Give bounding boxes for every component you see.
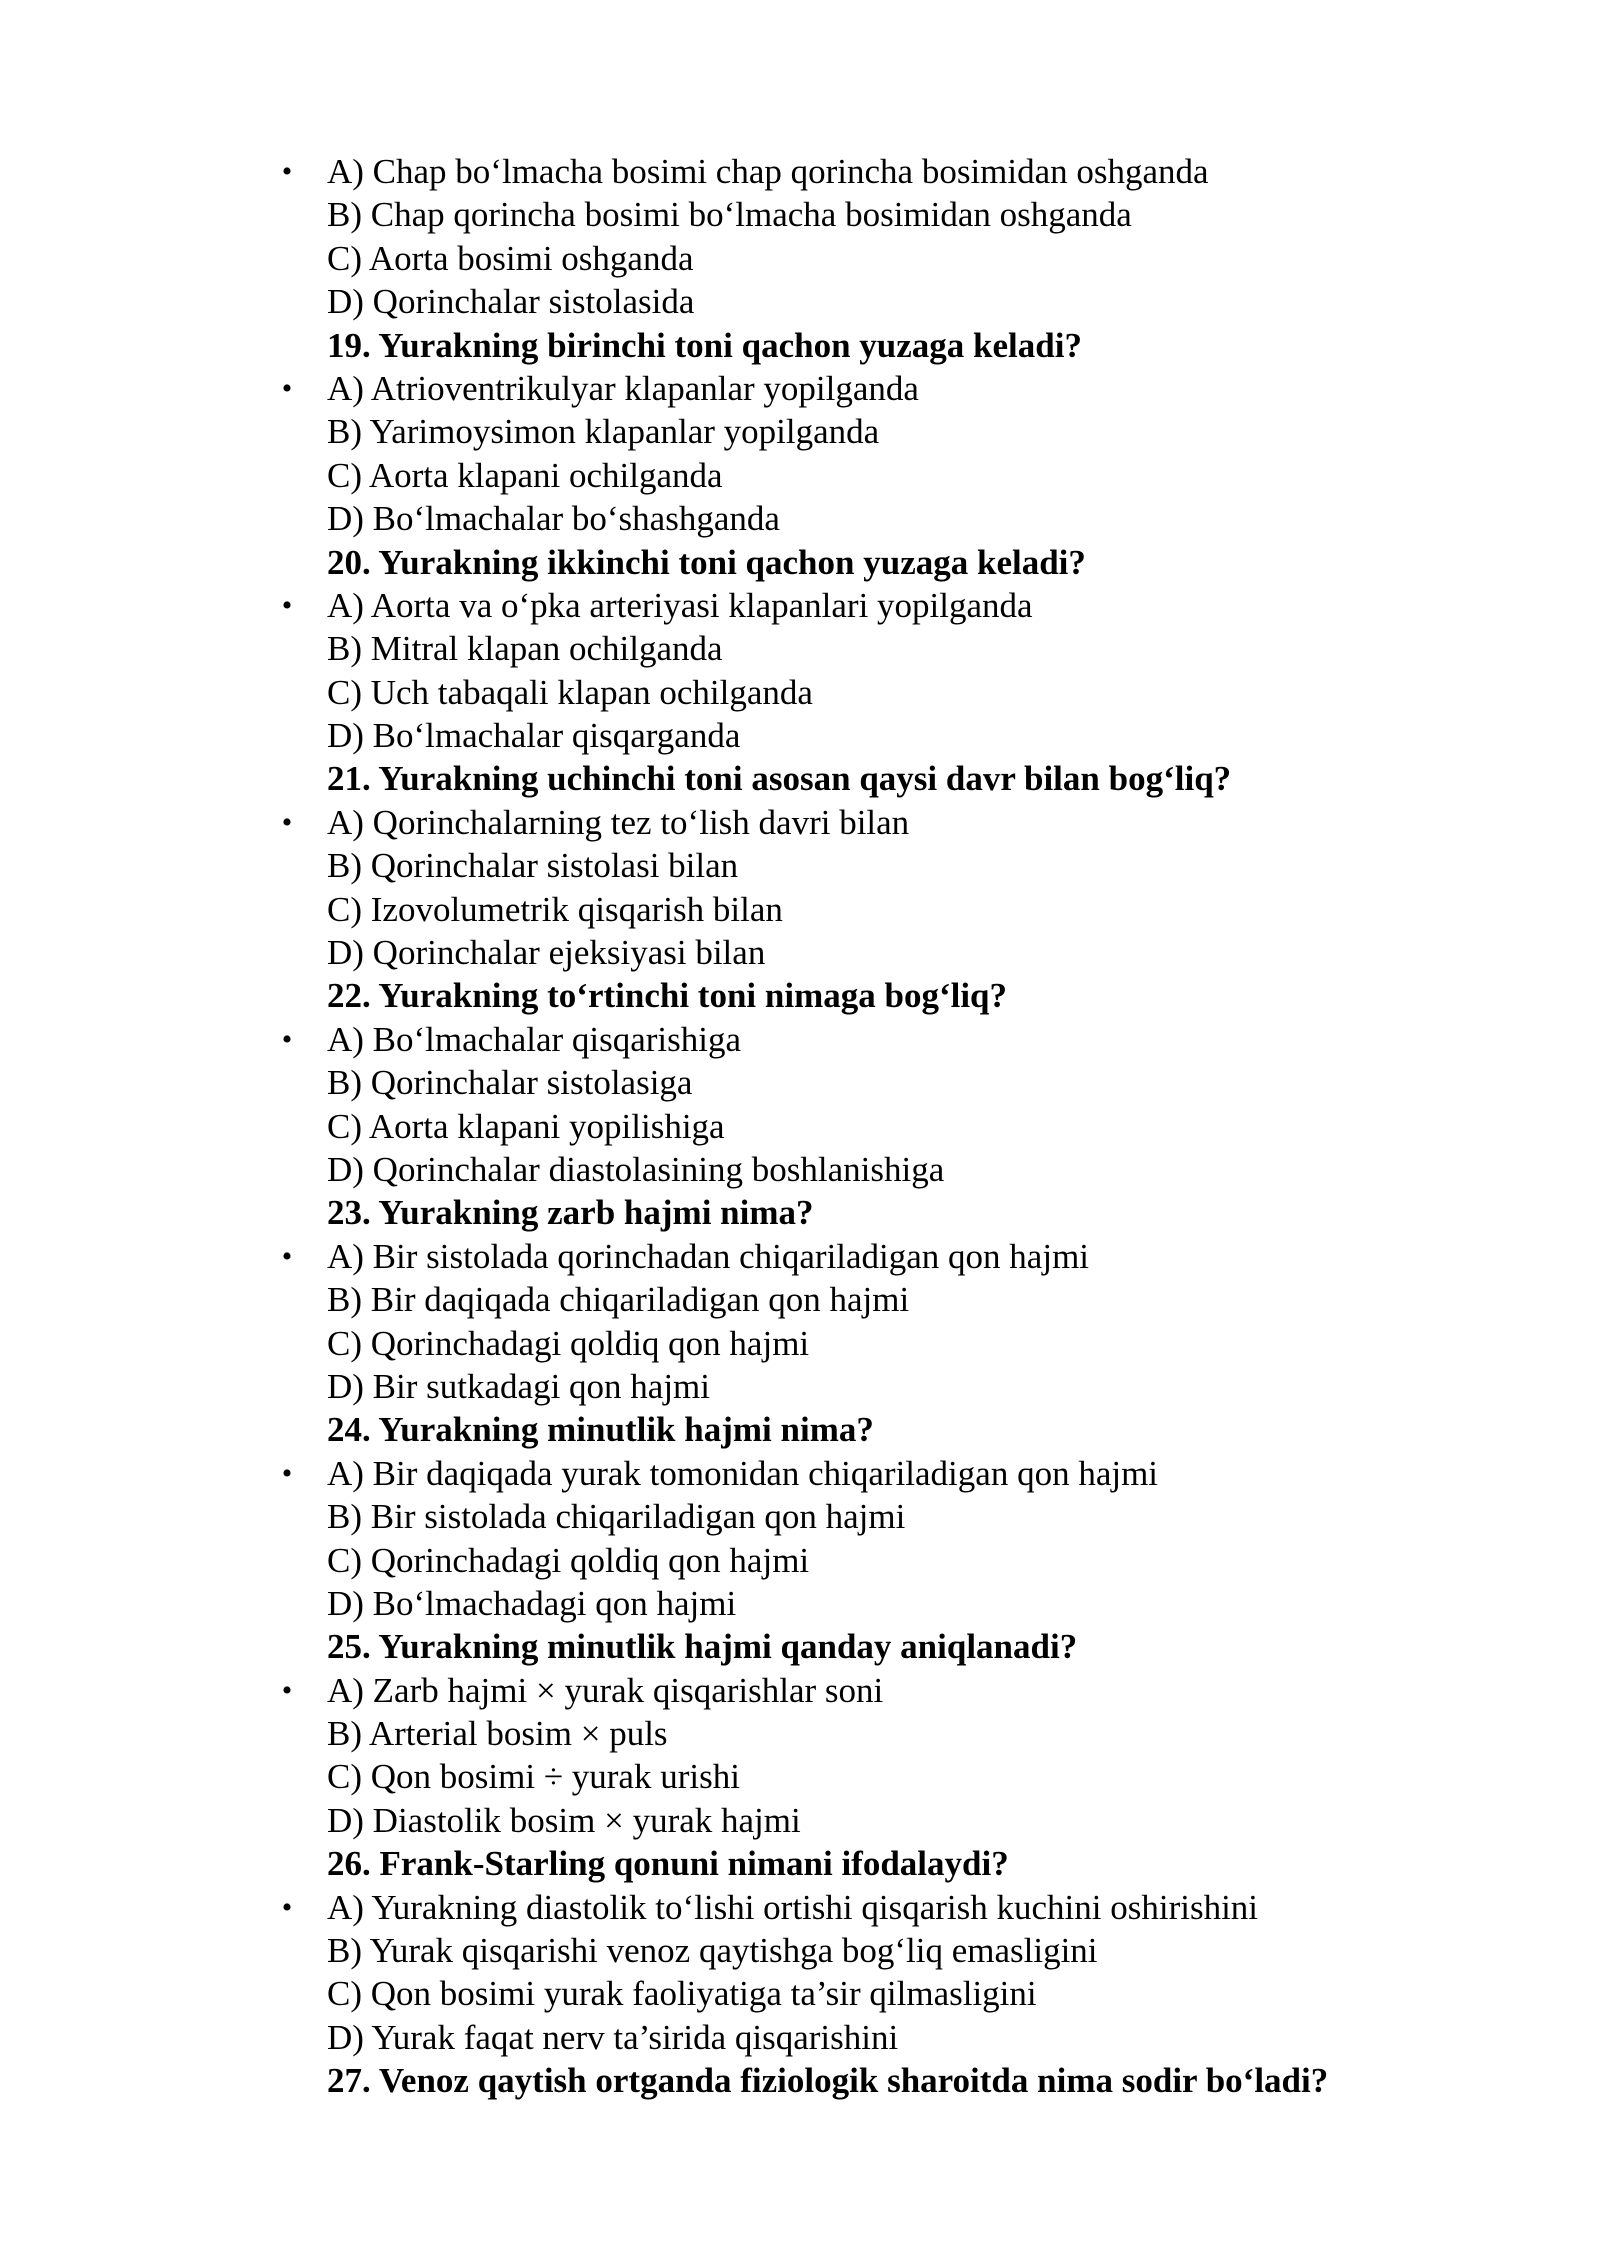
answer-option (327, 1365, 1507, 1408)
answer-option (327, 1972, 1507, 2015)
answer-option-text: D) Yurak faqat nerv ta’sirida qisqarishini (327, 2017, 899, 2057)
answer-option (327, 1322, 1507, 1365)
answer-option (281, 1886, 1507, 1929)
bullet-icon: • (281, 1673, 293, 1707)
answer-option-text: B) Arterial bosim × puls (327, 1714, 668, 1754)
answer-option-text: B) Qorinchalar sistolasiga (327, 1063, 693, 1103)
question-block (281, 1842, 1507, 2059)
question-title: 26. Frank-Starling qonuni nimani ifodalaydi? (327, 1844, 1009, 1884)
bullet-icon: • (281, 1456, 293, 1490)
question-title: 22. Yurakning to‘rtinchi toni nimaga bog‘liq? (327, 976, 1008, 1016)
answer-option-text: B) Chap qorincha bosimi bo‘lmacha bosimidan oshganda (327, 195, 1132, 235)
answer-option (327, 1755, 1507, 1798)
question-block (281, 150, 1507, 324)
answer-option (327, 844, 1507, 887)
answer-option-text: B) Bir sistolada chiqariladigan qon hajmi (327, 1497, 906, 1537)
answer-option (281, 1018, 1507, 1061)
bullet-icon: • (281, 371, 293, 405)
answer-option (327, 497, 1507, 540)
answer-option (327, 931, 1507, 974)
question-title: 24. Yurakning minutlik hajmi nima? (327, 1410, 874, 1450)
answer-option-text: C) Izovolumetrik qisqarish bilan (327, 889, 783, 929)
answer-option-text: B) Bir daqiqada chiqariladigan qon hajmi (327, 1280, 910, 1320)
answer-option (327, 2016, 1507, 2059)
answer-option-text: A) Zarb hajmi × yurak qisqarishlar soni (327, 1670, 884, 1710)
question-title: 23. Yurakning zarb hajmi nima? (327, 1193, 814, 1233)
answer-option-text: A) Atrioventrikulyar klapanlar yopilganda (327, 368, 919, 408)
question-title: 21. Yurakning uchinchi toni asosan qaysi davr bilan bog‘liq? (327, 759, 1232, 799)
bullet-icon: • (281, 155, 293, 188)
answer-option-text: C) Qorinchadagi qoldiq qon hajmi (327, 1540, 810, 1580)
answer-option (281, 367, 1507, 410)
question-title: 19. Yurakning birinchi toni qachon yuzaga keladi? (327, 325, 1082, 365)
answer-option-text: A) Bir daqiqada yurak tomonidan chiqariladigan qon hajmi (327, 1453, 1159, 1493)
question-block (281, 1191, 1507, 1408)
quiz-content (281, 150, 1507, 2103)
answer-option (327, 1061, 1507, 1104)
answer-option-text: C) Aorta bosimi oshganda (327, 238, 694, 278)
answer-option (327, 237, 1507, 280)
question-block (281, 1625, 1507, 1842)
answer-option (327, 454, 1507, 497)
answer-option (327, 1799, 1507, 1842)
bullet-icon: • (281, 805, 293, 839)
answer-option-text: A) Aorta va o‘pka arteriyasi klapanlari yopilganda (327, 585, 1033, 625)
answer-option-text: D) Bo‘lmachalar qisqarganda (327, 716, 741, 756)
answer-option (327, 888, 1507, 931)
answer-option (327, 1278, 1507, 1321)
answer-option-text: A) Bir sistolada qorinchadan chiqariladigan qon hajmi (327, 1236, 1090, 1276)
answer-option (327, 193, 1507, 236)
answer-option-text: A) Bo‘lmachalar qisqarishiga (327, 1019, 742, 1059)
bullet-icon: • (281, 588, 293, 622)
answer-option (281, 584, 1507, 627)
answer-option-text: B) Yurak qisqarishi venoz qaytishga bog‘liq emasligini (327, 1931, 1098, 1971)
answer-option-text: C) Aorta klapani yopilishiga (327, 1106, 725, 1146)
question-block (281, 974, 1507, 1191)
question-title: 25. Yurakning minutlik hajmi qanday aniqlanadi? (327, 1627, 1078, 1667)
answer-option-text: A) Yurakning diastolik to‘lishi ortishi qisqarish kuchini oshirishini (327, 1887, 1259, 1927)
answer-option-text: A) Chap bo‘lmacha bosimi chap qorincha bosimidan oshganda (327, 152, 1209, 191)
answer-option-text: D) Qorinchalar diastolasining boshlanishiga (327, 1149, 945, 1189)
question-title: 27. Venoz qaytish ortganda fiziologik sharoitda nima sodir bo‘ladi? (327, 2061, 1329, 2101)
answer-option (327, 714, 1507, 757)
answer-option-text: B) Qorinchalar sistolasi bilan (327, 846, 739, 886)
answer-option (327, 1929, 1507, 1972)
answer-option (327, 410, 1507, 453)
answer-option (327, 1582, 1507, 1625)
question-block (281, 541, 1507, 758)
question-block (281, 757, 1507, 974)
bullet-icon: • (281, 1022, 293, 1056)
answer-option-text: C) Qorinchadagi qoldiq qon hajmi (327, 1323, 810, 1363)
answer-option (327, 1495, 1507, 1538)
answer-option (281, 150, 1507, 193)
question-block (281, 324, 1507, 541)
bullet-icon: • (281, 1890, 293, 1924)
question-block (327, 2059, 1507, 2102)
answer-option (281, 1669, 1507, 1712)
answer-option-text: D) Diastolik bosim × yurak hajmi (327, 1800, 801, 1840)
answer-option (327, 627, 1507, 670)
answer-option (327, 1105, 1507, 1148)
answer-option-text: B) Yarimoysimon klapanlar yopilganda (327, 412, 880, 452)
answer-option (327, 280, 1507, 323)
answer-option (327, 671, 1507, 714)
question-block (281, 1408, 1507, 1625)
answer-option-text: A) Qorinchalarning tez to‘lish davri bilan (327, 802, 910, 842)
answer-option (327, 1148, 1507, 1191)
answer-option-text: B) Mitral klapan ochilganda (327, 629, 723, 669)
answer-option-text: C) Aorta klapani ochilganda (327, 455, 723, 495)
question-title: 20. Yurakning ikkinchi toni qachon yuzaga keladi? (327, 542, 1086, 582)
bullet-icon: • (281, 1239, 293, 1273)
answer-option-text: D) Bo‘lmachadagi qon hajmi (327, 1583, 737, 1623)
answer-option-text: D) Bo‘lmachalar bo‘shashganda (327, 499, 780, 539)
answer-option (327, 1539, 1507, 1582)
answer-option-text: D) Bir sutkadagi qon hajmi (327, 1366, 711, 1406)
answer-option (281, 801, 1507, 844)
answer-option-text: D) Qorinchalar sistolasida (327, 282, 695, 322)
answer-option-text: C) Qon bosimi yurak faoliyatiga ta’sir qilmasligini (327, 1974, 1037, 2014)
answer-option-text: C) Qon bosimi ÷ yurak urishi (327, 1757, 740, 1797)
answer-option (281, 1452, 1507, 1495)
answer-option (327, 1712, 1507, 1755)
answer-option-text: D) Qorinchalar ejeksiyasi bilan (327, 933, 766, 973)
answer-option (281, 1235, 1507, 1278)
answer-option-text: C) Uch tabaqali klapan ochilganda (327, 672, 813, 712)
